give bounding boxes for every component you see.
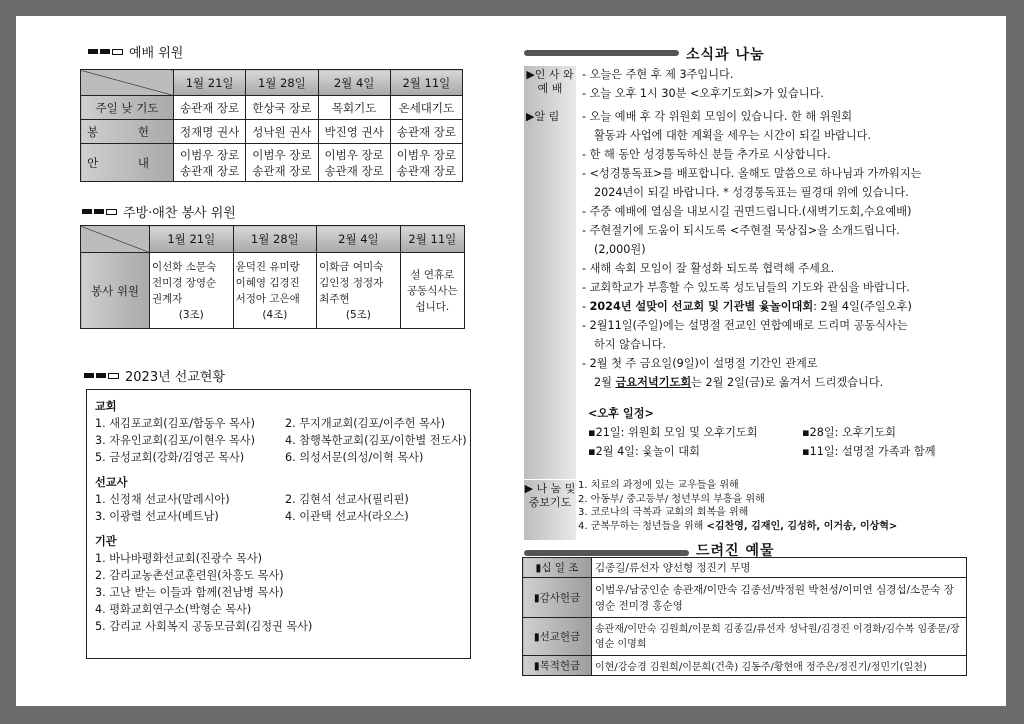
list-item: - 새해 속회 모임이 잘 활성화 되도록 협력해 주세요. [582, 262, 835, 275]
mission-box [86, 389, 471, 659]
worship-table [80, 69, 463, 182]
list-item: 3. 코로나의 극복과 교회의 회복을 위해 [578, 507, 749, 518]
list-item: 1. 치료의 과정에 있는 교우들을 위해 [578, 480, 739, 491]
worship-date-header: 2월 4일 [318, 70, 390, 96]
list-item: - 주중 예배에 열심을 내보시길 권면드립니다.(새벽기도회,수요예배) [582, 205, 912, 218]
list-item: (2,000원) [594, 243, 646, 256]
offering-label: ▮선교헌금 [523, 618, 592, 656]
list-item: - 2월 첫 주 금요일(9일)이 설명절 기간인 관계로 [582, 357, 818, 370]
list-item: 4. 군복무하는 청년들을 위해 <김찬영, 김재인, 김성하, 이거송, 이상혁> [578, 520, 898, 532]
worship-cell: 송관재 장로 [390, 120, 462, 144]
list-item: 1. 신정채 선교사(말레시아) 2. 김현석 선교사(필리핀) [95, 493, 409, 506]
offering-label: ▮십 일 조 [523, 558, 592, 578]
worship-cell: 한상국 장로 [246, 96, 318, 120]
offering-names: 송관재/이만숙 김원희/이문희 김종길/류선자 성낙원/김경진 이경화/김수복 임종문/장영순 이명희 [592, 618, 967, 656]
mission-group-title: 선교사 [95, 476, 128, 489]
worship-cell: 이범우 장로 송관재 장로 [390, 144, 462, 182]
worship-cell: 성낙원 권사 [246, 120, 318, 144]
offering-names: 이범우/남궁인순 송관재/이만숙 김종선/박정원 박천성/이미연 심경섭/소문숙 장영순 전미경 홍순영 [592, 578, 967, 618]
section-bar-decoration [524, 550, 689, 556]
kitchen-cell: 이화금 여미숙 김인정 정정자 최주현 (5조) [317, 253, 401, 329]
list-item: 2024년이 되길 바랍니다. * 성경통독표는 필경대 위에 있습니다. [594, 186, 909, 199]
worship-cell: 정재명 권사 [174, 120, 246, 144]
list-item: 2. 아동부/ 중고등부/ 청년부의 부흥을 위해 [578, 493, 765, 505]
row-label-usher: 안 내 [81, 144, 174, 182]
schedule-row: ▪2월 4일: 윷놀이 대회 ▪11일: 설명절 가족과 함께 [588, 445, 936, 458]
list-item: 3. 고난 받는 이들과 함께(전남병 목사) [95, 586, 284, 599]
list-item: 3. 자유인교회(김포/이현우 목사) 4. 참행복한교회(김포/이한별 전도사) [95, 434, 467, 447]
row-label-prayer: 주일 낮 기도 [81, 96, 174, 120]
worship-cell: 송관재 장로 [174, 96, 246, 120]
list-item: - 한 해 동안 성경통독하신 분들 추가로 시상합니다. [582, 148, 831, 161]
offering-table [522, 557, 967, 676]
kitchen-table [80, 225, 465, 329]
list-item: 1. 새김포교회(김포/함동우 목사) 2. 무지개교회(김포/이주헌 목사) [95, 417, 445, 430]
list-item: - 오늘 예배 후 각 위원회 모임이 있습니다. 한 해 위원회 [582, 110, 853, 123]
list-item: 2. 감리교농촌선교훈련원(차흥도 목사) [95, 569, 284, 582]
mission-section-title: 2023년 선교현황 [84, 366, 225, 385]
kitchen-date-header: 2월 11일 [400, 226, 464, 253]
diagonal-header-cell [81, 70, 174, 96]
worship-date-header: 1월 21일 [174, 70, 246, 96]
offering-label: ▮목적헌금 [523, 656, 592, 676]
list-item: - 2024년 설맞이 선교회 및 기관별 윷놀이대회: 2월 4일(주일오후) [582, 300, 912, 313]
kitchen-cell: 윤덕진 유미랑 이혜영 김경진 서정아 고은애 (4조) [233, 253, 317, 329]
kitchen-cell: 이선화 소문숙 전미경 장영순 권계자 (3조) [150, 253, 234, 329]
worship-cell: 온세대기도 [390, 96, 462, 120]
list-item: 하지 않습니다. [594, 338, 666, 351]
news-title: 소식과 나눔 [686, 47, 765, 63]
greeting-label: ▶인 사 와 예 배 [524, 66, 576, 106]
diagonal-header-cell [81, 226, 150, 253]
list-item: 활동과 사업에 대한 계획을 세우는 시간이 되길 바랍니다. [594, 129, 872, 142]
section-marker-icon [88, 49, 123, 55]
offering-label: ▮감사헌금 [523, 578, 592, 618]
worship-cell: 목회기도 [318, 96, 390, 120]
schedule-title: <오후 일정> [588, 407, 654, 420]
notice-label: ▶알 림 [524, 106, 576, 479]
mission-group-title: 교회 [95, 400, 117, 413]
list-item: 2월 금요저녁기도회는 2월 2일(금)로 옮겨서 드리겠습니다. [594, 376, 884, 389]
list-item: - 교회학교가 부흥할 수 있도록 성도님들의 기도와 관심을 바랍니다. [582, 281, 910, 294]
list-item: - 2월11일(주일)에는 설명절 전교인 연합예배로 드리며 공동식사는 [582, 319, 908, 332]
prayer-list [578, 479, 897, 533]
list-item: 4. 평화교회연구소(박형순 목사) [95, 603, 252, 616]
list-item: 3. 이광렬 선교사(베트남) 4. 이관택 선교사(라오스) [95, 510, 409, 523]
row-label-offering: 봉 헌 [81, 120, 174, 144]
prayer-label: ▶ 나 눔 및 중보기도 [524, 480, 576, 540]
worship-date-header: 2월 11일 [390, 70, 462, 96]
bulletin-sheet [16, 16, 1006, 706]
list-item: - <성경통독표>를 배포합니다. 올해도 말씀으로 하나님과 가까워지는 [582, 167, 922, 180]
list-item: 1. 바나바평화선교회(진광수 목사) [95, 552, 263, 565]
offering-title: 드려진 예물 [696, 543, 775, 559]
kitchen-section-title: 주방·애찬 봉사 위원 [82, 202, 236, 221]
notice-list [582, 107, 936, 461]
worship-cell: 이범우 장로 송관재 장로 [246, 144, 318, 182]
section-marker-icon [82, 209, 117, 215]
worship-section-title: 예배 위원 [88, 42, 183, 61]
list-item: - 주현절기에 도움이 되시도록 <주현절 묵상집>을 소개드립니다. [582, 224, 900, 237]
worship-cell: 이범우 장로 송관재 장로 [318, 144, 390, 182]
schedule-row: ▪21일: 위원회 모임 및 오후기도회 ▪28일: 오후기도회 [588, 426, 896, 439]
offering-names: 이현/강승경 김원희/이문희(건축) 김동주/황현애 정주은/정진기/정민기(일천) [592, 656, 967, 676]
list-item: - 오늘은 주현 후 제 3주입니다. [582, 68, 734, 81]
worship-cell: 이범우 장로 송관재 장로 [174, 144, 246, 182]
row-label-volunteers: 봉사 위원 [81, 253, 150, 329]
list-item: - 오늘 오후 1시 30분 <오후기도회>가 있습니다. [582, 87, 824, 100]
kitchen-date-header: 1월 21일 [150, 226, 234, 253]
section-bar-decoration [524, 50, 679, 56]
kitchen-date-header: 2월 4일 [317, 226, 401, 253]
kitchen-cell: 설 연휴로 공동식사는 쉽니다. [400, 253, 464, 329]
list-item: 5. 금성교회(강화/김영곤 목사) 6. 의성서문(의성/이혁 목사) [95, 451, 424, 464]
worship-date-header: 1월 28일 [246, 70, 318, 96]
section-marker-icon [84, 373, 119, 379]
mission-group-title: 기관 [95, 535, 117, 548]
list-item: 5. 감리교 사회복지 공동모금회(김정권 목사) [95, 620, 313, 633]
worship-cell: 박진영 권사 [318, 120, 390, 144]
kitchen-date-header: 1월 28일 [233, 226, 317, 253]
greeting-list [582, 65, 824, 103]
offering-names: 김종길/류선자 양선형 정진기 무명 [592, 558, 967, 578]
